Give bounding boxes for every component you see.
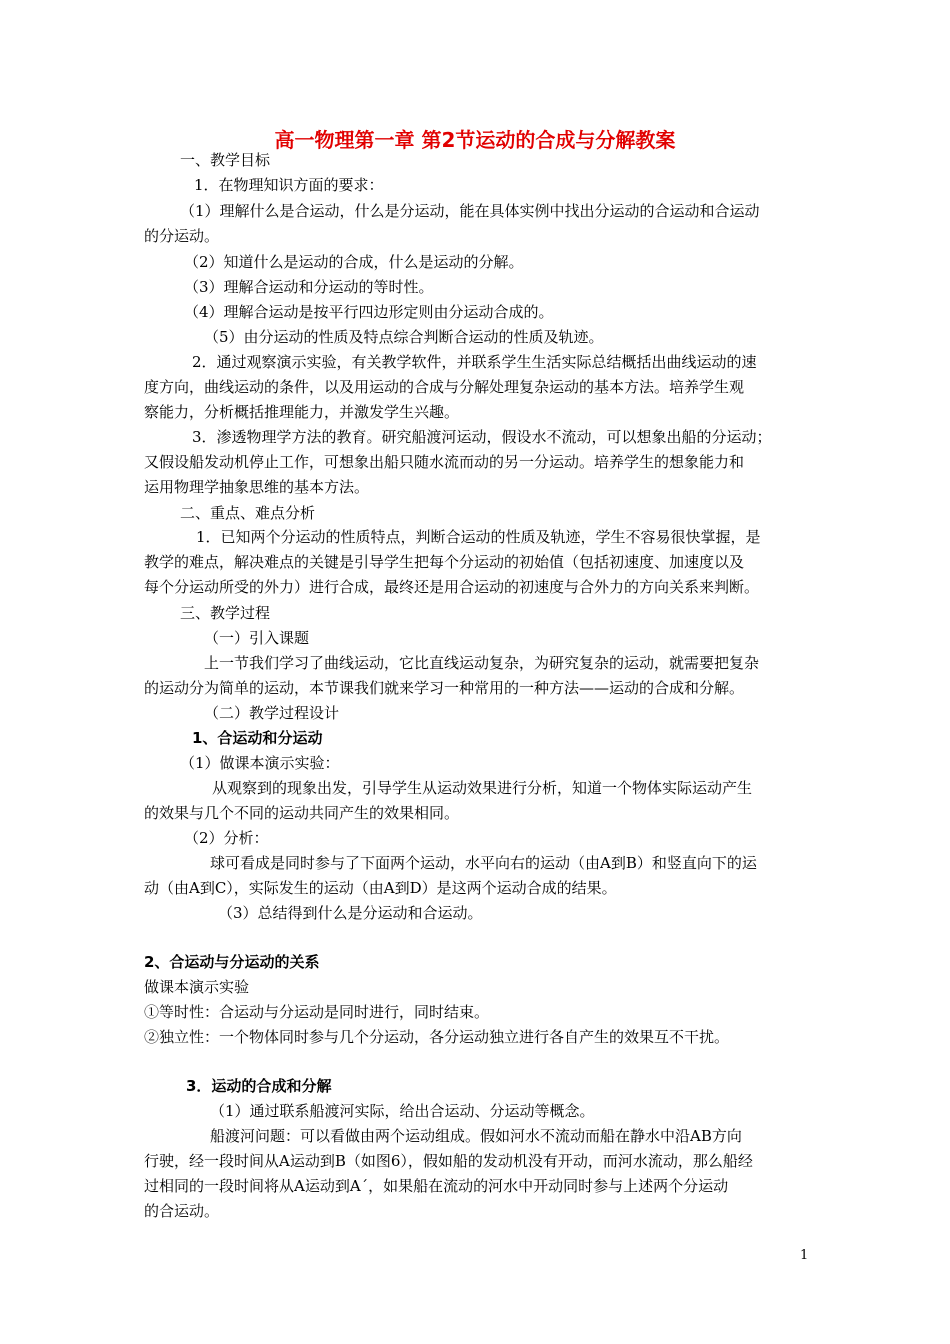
section-heading-process: 三、教学过程	[180, 604, 271, 622]
page-number: 1	[800, 1248, 809, 1263]
paragraph-line: 察能力，分析概括推理能力，并激发学生兴趣。	[144, 403, 460, 421]
paragraph-line: （3）理解合运动和分运动的等时性。	[184, 278, 434, 296]
paragraph-line: 过相同的一段时间将从A运动到A´，如果船在流动的河水中开动同时参与上述两个分运动	[144, 1177, 729, 1195]
bold-heading: 1、合运动和分运动	[192, 729, 323, 747]
paragraph-line: ①等时性：合运动与分运动是同时进行，同时结束。	[144, 1003, 490, 1021]
paragraph-line: 3．渗透物理学方法的教育。研究船渡河运动，假设水不流动，可以想象出船的分运动；	[192, 428, 772, 446]
paragraph-line: ②独立性：一个物体同时参与几个分运动，各分运动独立进行各自产生的效果互不干扰。	[144, 1028, 730, 1046]
paragraph-line: 1．已知两个分运动的性质特点，判断合运动的性质及轨迹，学生不容易很快掌握，是	[196, 528, 761, 546]
paragraph-line: 1．在物理知识方面的要求：	[194, 176, 384, 194]
paragraph-line: （2）知道什么是运动的合成，什么是运动的分解。	[184, 253, 524, 271]
bold-heading: 2、合运动与分运动的关系	[144, 953, 320, 971]
paragraph-line: （1）通过联系船渡河实际，给出合运动、分运动等概念。	[210, 1102, 595, 1120]
paragraph-line: （5）由分运动的性质及特点综合判断合运动的性质及轨迹。	[204, 328, 604, 346]
paragraph-line: 的合运动。	[144, 1202, 220, 1220]
paragraph-line: 2．通过观察演示实验，有关教学软件，并联系学生生活实际总结概括出曲线运动的速	[192, 353, 757, 371]
paragraph-line: （1）做课本演示实验：	[180, 754, 340, 772]
paragraph-line: 球可看成是同时参与了下面两个运动，水平向右的运动（由A到B）和竖直向下的运	[210, 854, 757, 872]
paragraph-line: 上一节我们学习了曲线运动，它比直线运动复杂，为研究复杂的运动，就需要把复杂	[204, 654, 760, 672]
paragraph-line: 又假设船发动机停止工作，可想象出船只随水流而动的另一分运动。培养学生的想象能力和	[144, 453, 745, 471]
paragraph-line: 的分运动。	[144, 227, 220, 245]
section-heading-objectives: 一、教学目标	[180, 151, 271, 169]
paragraph-line: （2）分析：	[184, 829, 269, 847]
paragraph-line: 从观察到的现象出发，引导学生从运动效果进行分析，知道一个物体实际运动产生	[212, 779, 753, 797]
section-heading-key-points: 二、重点、难点分析	[180, 504, 316, 522]
paragraph-line: 的运动分为简单的运动，本节课我们就来学习一种常用的一种方法——运动的合成和分解。	[144, 679, 745, 697]
bold-heading: 3．运动的合成和分解	[186, 1077, 332, 1095]
paragraph-line: 教学的难点，解决难点的关键是引导学生把每个分运动的初始值（包括初速度、加速度以及	[144, 553, 745, 571]
subsection-heading: （一）引入课题	[204, 629, 310, 647]
paragraph-line: （4）理解合运动是按平行四边形定则由分运动合成的。	[184, 303, 554, 321]
paragraph-line: 的效果与几个不同的运动共同产生的效果相同。	[144, 804, 460, 822]
paragraph-line: 行驶，经一段时间从A运动到B（如图6），假如船的发动机没有开动，而河水流动，那么船经	[144, 1152, 753, 1170]
paragraph-line: 每个分运动所受的外力）进行合成，最终还是用合运动的初速度与合外力的方向关系来判断。	[144, 578, 760, 596]
paragraph-line: （1）理解什么是合运动，什么是分运动，能在具体实例中找出分运动的合运动和合运动	[180, 202, 760, 220]
paragraph-line: （3）总结得到什么是分运动和合运动。	[218, 904, 483, 922]
paragraph-line: 做课本演示实验	[144, 978, 250, 996]
paragraph-line: 运用物理学抽象思维的基本方法。	[144, 478, 370, 496]
subsection-heading: （二）教学过程设计	[204, 704, 340, 722]
paragraph-line: 船渡河问题：可以看做由两个运动组成。假如河水不流动而船在静水中沿AB方向	[210, 1127, 742, 1145]
paragraph-line: 动（由A到C），实际发生的运动（由A到D）是这两个运动合成的结果。	[144, 879, 617, 897]
document-title: 高一物理第一章 第2节运动的合成与分解教案	[274, 128, 676, 152]
paragraph-line: 度方向，曲线运动的条件，以及用运动的合成与分解处理复杂运动的基本方法。培养学生观	[144, 378, 745, 396]
